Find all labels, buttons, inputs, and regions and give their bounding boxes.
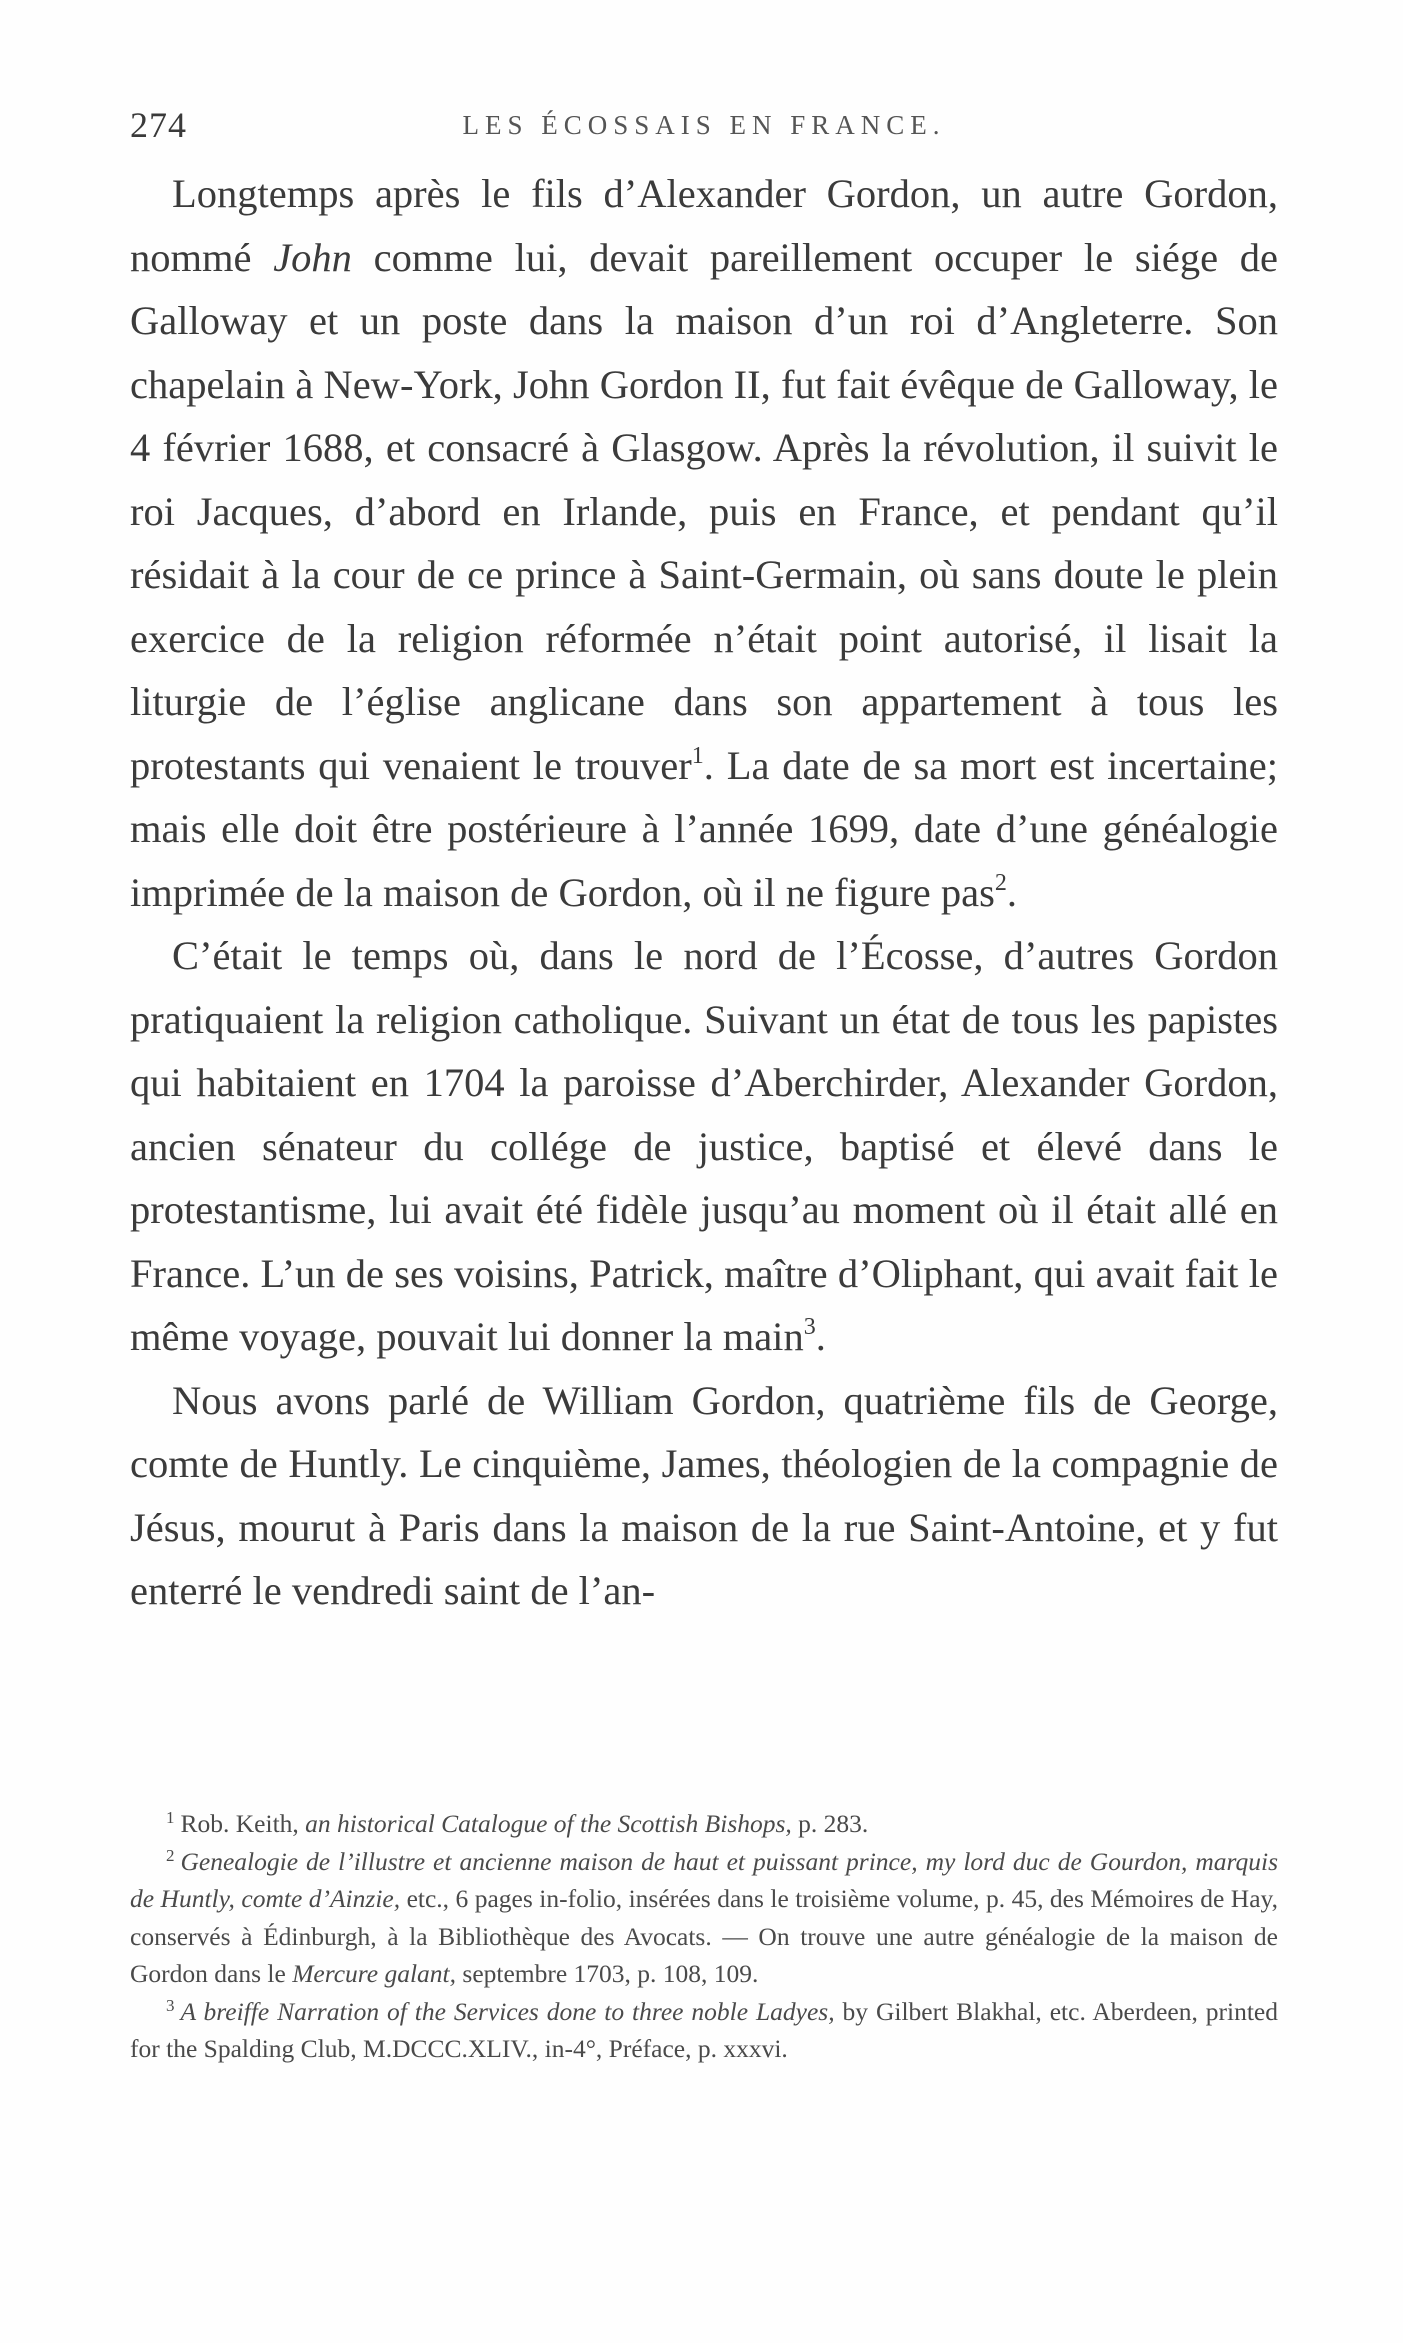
footnote-2-mark: 2 — [166, 1845, 175, 1865]
footnote-ref-3: 3 — [803, 1314, 816, 1340]
paragraph-3 — [130, 1369, 1278, 1623]
paragraph-2-text-b: . — [815, 1314, 826, 1359]
footnote-2-mercure: Mercure galant, — [292, 1959, 457, 1988]
footnote-2-text-d: septembre 1703, p. 108, 109. — [456, 1959, 759, 1988]
footnote-2-text-b: etc., 6 pages in-folio, insérées dans le troisième volume, p. 45, des Mémoires de Hay, conservés à Édinburgh, à la Bibliothèque des Avocats. — On trouve une autre généalogie de la maison de Gordon dans le — [130, 1884, 1278, 1988]
paragraph-1-text-c: comme lui, devait pareillement occuper le siége de Galloway et un poste dans la maison d’un roi d’Angleterre. Son chapelain à New-York, John Gordon II, fut fait évêque de Galloway, le 4 février 1688, et consacré à Glasgow. Après la révolution, il suivit le roi Jacques, d’abord en Irlande, puis en France, et pendant qu’il résidait à la cour de ce prince à Saint-Germain, où sans doute le plein exercice de la religion réformée n’était point autorisé, il lisait la liturgie de l’église anglicane dans son appartement à tous les protestants qui venaient le trouver — [130, 234, 1278, 788]
paragraph-2-text-a: C’était le temps où, dans le nord de l’Écosse, d’autres Gordon pratiquaient la religion catholique. Suivant un état de tous les papistes qui habitaient en 1704 la paroisse d’Aberchirder, Alexander Gordon, ancien sénateur du collége de justice, baptisé et élevé dans le protestantisme, lui avait été fidèle jusqu’au moment où il était allé en France. L’un de ses voisins, Patrick, maître d’Oliphant, qui avait fait le même voyage, pouvait lui donner la main — [130, 933, 1278, 1359]
footnote-1-text-a: Rob. Keith, — [180, 1809, 306, 1838]
paragraph-1-text-d: . La date de sa mort est incertaine; mais elle doit être postérieure à l’année 1699, date d’une généalogie imprimée de la maison de Gordon, où il ne figure pas — [130, 742, 1278, 915]
body-text — [130, 162, 1278, 1623]
page-header — [130, 104, 1278, 148]
running-title: LES ÉCOSSAIS EN FRANCE. — [462, 110, 946, 140]
footnote-2 — [130, 1843, 1278, 1993]
footnote-3-mark: 3 — [166, 1995, 175, 2015]
footnote-1-title: an historical Catalogue of the Scottish Bishops, — [305, 1809, 792, 1838]
footnote-3 — [130, 1993, 1278, 2068]
footnote-1 — [130, 1805, 1278, 1843]
footnote-ref-1: 1 — [691, 742, 704, 769]
footnote-3-text-b: by Gilbert Blakhal, etc. Aberdeen, printed for the Spalding Club, M.DCCC.XLIV., in-4°, Préface, p. xxxvi. — [130, 1996, 1278, 2063]
paragraph-3-text: Nous avons parlé de William Gordon, quatrième fils de George, comte de Huntly. Le cinquième, James, théologien de la compagnie de Jésus, mourut à Paris dans la maison de la rue Saint-Antoine, et y fut enterré le vendredi saint de l’an- — [130, 1377, 1278, 1613]
paragraph-1 — [130, 162, 1278, 924]
paragraph-1-text-a: Longtemps après le fils d’Alexander Gordon, un autre Gordon, nommé — [130, 171, 1278, 280]
paragraph-1-italic-john: John — [273, 234, 352, 280]
footnotes — [130, 1805, 1278, 2068]
page-number: 274 — [130, 105, 187, 145]
paragraph-2 — [130, 924, 1278, 1369]
footnote-1-mark: 1 — [166, 1808, 175, 1827]
footnote-3-title: A breiffe Narration of the Services done to three noble Ladyes, — [180, 1996, 835, 2026]
footnote-1-text-c: p. 283. — [791, 1809, 869, 1838]
paragraph-1-text-e: . — [1006, 869, 1018, 915]
footnote-ref-2: 2 — [994, 869, 1007, 896]
footnote-2-title: Genealogie de l’illustre et ancienne maison de haut et puissant prince, my lord duc de Gourdon, marquis de Huntly, comte d’Ainzie, — [130, 1846, 1278, 1913]
